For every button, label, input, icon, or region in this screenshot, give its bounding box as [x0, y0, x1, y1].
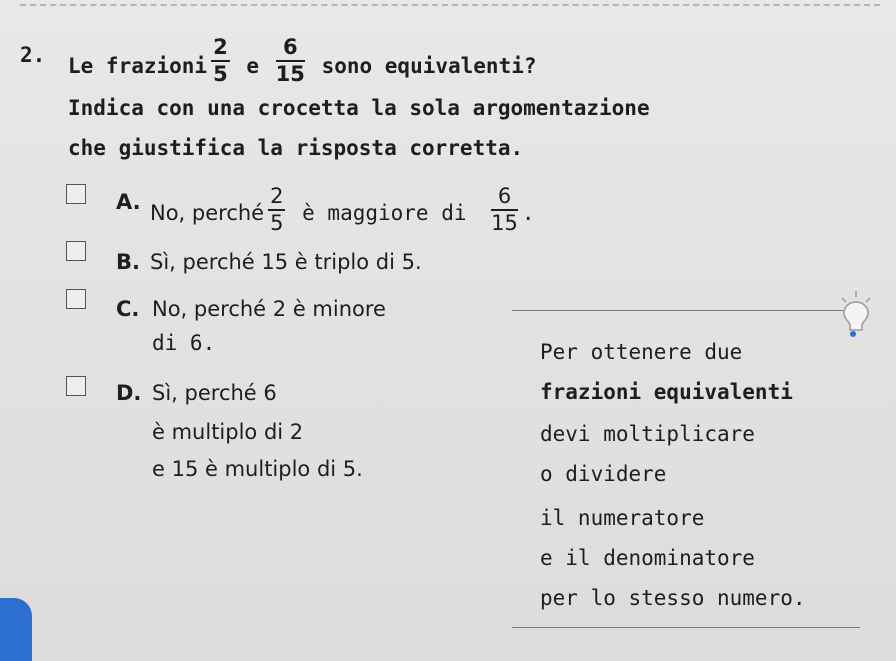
- fraction-numerator: 2: [211, 37, 230, 62]
- option-b-letter: B.: [116, 250, 140, 274]
- option-c-line-1: [152, 297, 386, 321]
- tip-line-5: il numeratore: [540, 506, 705, 530]
- option-b-checkbox[interactable]: [66, 241, 86, 261]
- fraction-denominator: 5: [270, 211, 284, 235]
- option-d-line-2: [152, 420, 303, 444]
- fraction-numerator: 6: [491, 186, 518, 211]
- option-a-pre: No, perché: [150, 201, 265, 225]
- option-d-line-1: [152, 381, 277, 405]
- option-b-text: [150, 250, 422, 274]
- option-c-line-2: di 6.: [152, 331, 216, 355]
- option-d-label-2: è multiplo di 2: [152, 420, 304, 444]
- option-a-text: [150, 184, 535, 238]
- option-c-letter: C.: [116, 297, 140, 321]
- top-divider: [20, 4, 880, 6]
- option-a-fraction-6-15: [491, 186, 518, 234]
- option-d-label-3: e 15 è multiplo di 5.: [152, 457, 363, 481]
- option-c-label-1: No, perché 2 è minore: [152, 297, 386, 321]
- option-a-end: .: [521, 201, 535, 225]
- option-c-checkbox[interactable]: [66, 289, 86, 309]
- tip-line-6: e il denominatore: [540, 546, 755, 570]
- question-number: 2.: [20, 43, 46, 67]
- tip-line-3: devi moltiplicare: [540, 422, 755, 446]
- question-lead: Le frazioni: [68, 54, 208, 78]
- option-d-line-3: [152, 457, 363, 481]
- option-a-letter: A.: [116, 190, 141, 214]
- lightbulb-icon: [836, 288, 876, 338]
- tip-line-4: o dividere: [540, 462, 667, 486]
- tip-line-2: frazioni equivalenti: [540, 380, 793, 404]
- option-d-checkbox[interactable]: [66, 376, 86, 396]
- fraction-6-15: [276, 37, 305, 85]
- page-edge-marker: [0, 598, 32, 661]
- option-d-letter: D.: [116, 381, 142, 405]
- instruction-line-1: Indica con una crocetta la sola argomentazione: [68, 96, 650, 120]
- question-conj: e: [246, 54, 260, 78]
- question-text: [68, 35, 537, 91]
- fraction-denominator: 15: [491, 211, 518, 235]
- fraction-numerator: 6: [276, 37, 305, 62]
- tip-line-1: Per ottenere due: [540, 340, 743, 364]
- fraction-denominator: 15: [275, 62, 305, 86]
- option-d-label-1: Sì, perché 6: [152, 381, 277, 405]
- option-b-label: Sì, perché 15 è triplo di 5.: [150, 250, 422, 274]
- option-a-mid: è maggiore di: [302, 201, 467, 225]
- fraction-denominator: 5: [213, 62, 228, 86]
- option-a-fraction-2-5: [268, 186, 285, 234]
- option-a-checkbox[interactable]: [66, 184, 86, 204]
- fraction-2-5: [211, 37, 230, 85]
- instruction-line-2: che giustifica la risposta corretta.: [68, 136, 524, 160]
- tip-line-7: per lo stesso numero.: [540, 586, 806, 610]
- fraction-numerator: 2: [268, 186, 285, 211]
- question-tail: sono equivalenti?: [321, 54, 537, 78]
